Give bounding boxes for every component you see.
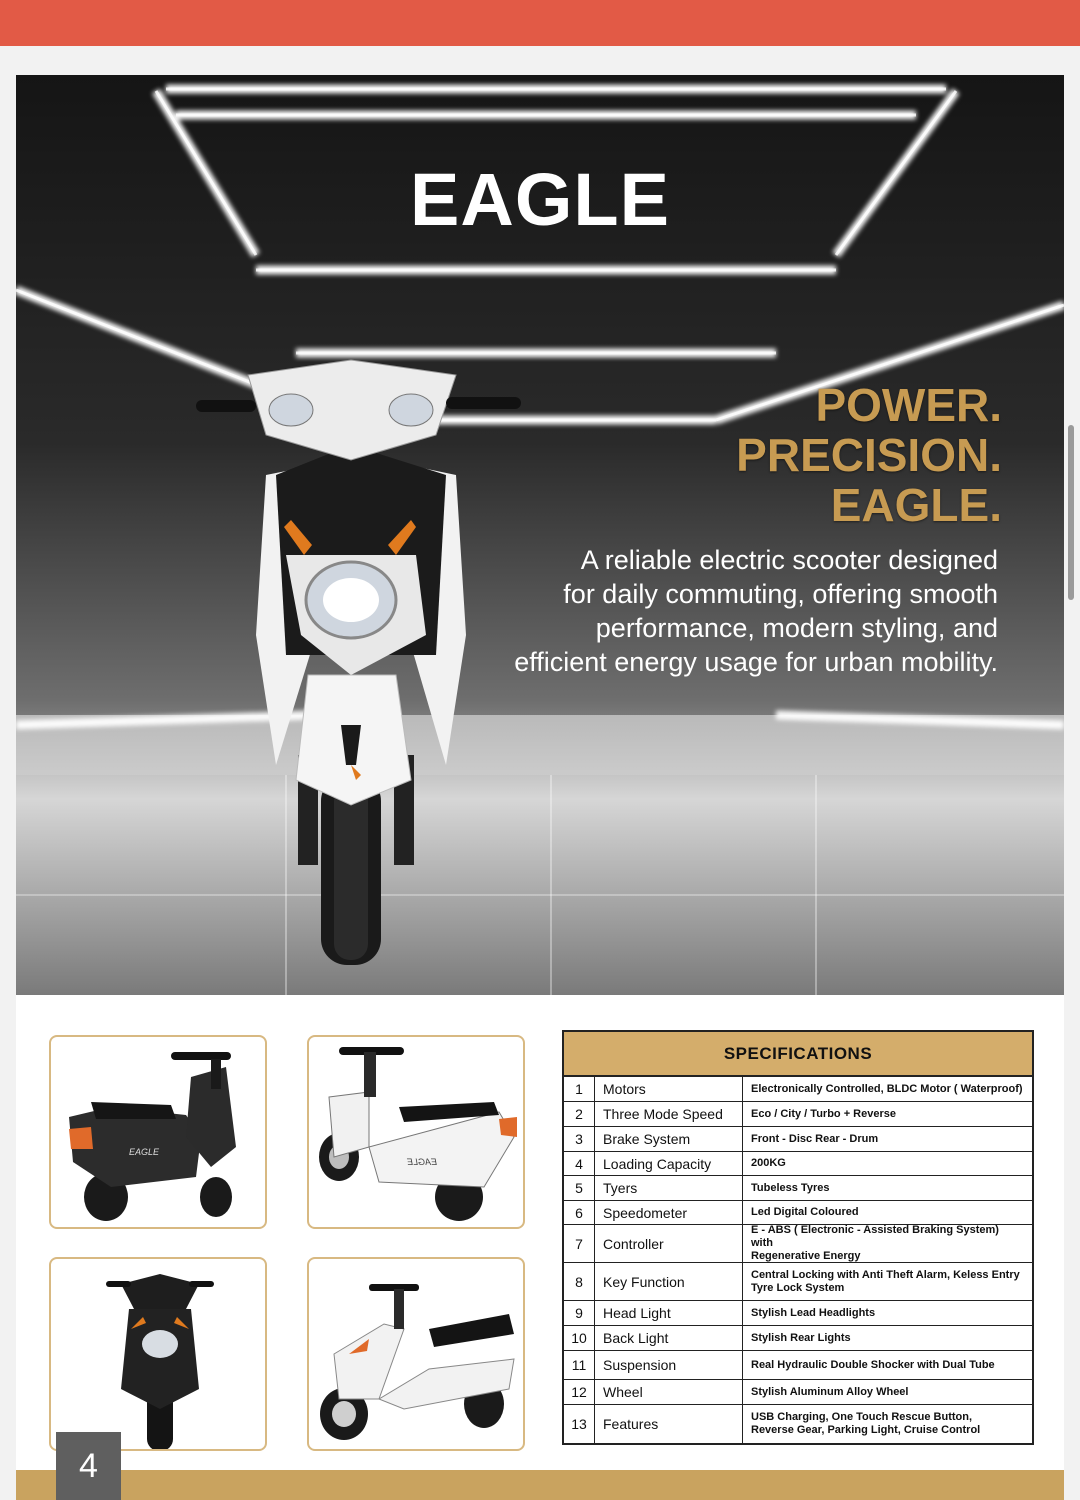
spec-value: USB Charging, One Touch Rescue Button, Reverse Gear, Parking Light, Cruise Control: [751, 1411, 981, 1436]
page-number: 4: [56, 1432, 121, 1500]
spec-value: Front - Disc Rear - Drum: [751, 1132, 879, 1145]
spec-number: 12: [564, 1380, 595, 1404]
spec-value: Central Locking with Anti Theft Alarm, Keless Entry Tyre Lock System: [751, 1268, 1020, 1294]
description-line-3: performance, modern styling, and: [595, 613, 998, 643]
specifications-title: SPECIFICATIONS: [564, 1032, 1032, 1077]
spec-number: 6: [564, 1201, 595, 1224]
spec-number: 10: [564, 1326, 595, 1350]
spec-name: Controller: [595, 1225, 743, 1262]
spec-row: [564, 1405, 1032, 1443]
spec-value: 200KG: [751, 1157, 786, 1169]
spec-value: Real Hydraulic Double Shocker with Dual Tube: [751, 1358, 995, 1371]
specifications-table: [562, 1030, 1034, 1445]
spec-number: 2: [564, 1102, 595, 1126]
spec-number: 8: [564, 1263, 595, 1300]
spec-row: [564, 1351, 1032, 1380]
spec-value: Stylish Aluminum Alloy Wheel: [751, 1385, 909, 1398]
brochure-page: [16, 75, 1064, 1500]
spec-name: Wheel: [595, 1380, 743, 1404]
thumbnail-rear-left[interactable]: [49, 1035, 267, 1229]
svg-text:EAGLE: EAGLE: [406, 1157, 437, 1167]
hero-banner: [16, 75, 1064, 995]
spec-number: 9: [564, 1301, 595, 1325]
spec-number: 13: [564, 1405, 595, 1443]
scooter-rear-left-image: [51, 1037, 267, 1229]
specifications-rows: [564, 1077, 1032, 1443]
thumbnail-front-view[interactable]: [49, 1257, 267, 1451]
spec-value: Tubeless Tyres: [751, 1181, 830, 1194]
spec-row: [564, 1127, 1032, 1152]
thumbnail-left-side[interactable]: [307, 1257, 525, 1451]
scooter-left-side-image: [309, 1259, 525, 1451]
spec-number: 11: [564, 1351, 595, 1379]
spec-row: [564, 1077, 1032, 1102]
spec-name: Head Light: [595, 1301, 743, 1325]
spec-row: [564, 1326, 1032, 1351]
scooter-right-side-image: [309, 1037, 525, 1229]
tagline-line-2: PRECISION.: [736, 429, 1002, 481]
footer-bar: [16, 1470, 1064, 1500]
spec-row: [564, 1225, 1032, 1263]
spec-value: Electronically Controlled, BLDC Motor ( Waterproof): [751, 1082, 1023, 1095]
spec-row: [564, 1263, 1032, 1301]
thumbnail-right-side[interactable]: [307, 1035, 525, 1229]
spec-number: 7: [564, 1225, 595, 1262]
description-line-4: efficient energy usage for urban mobility.: [514, 647, 998, 677]
spec-name: Tyers: [595, 1176, 743, 1200]
spec-name: Key Function: [595, 1263, 743, 1300]
spec-number: 1: [564, 1077, 595, 1101]
thumb-badge: EAGLE: [129, 1147, 160, 1157]
spec-number: 4: [564, 1152, 595, 1175]
tagline: [736, 380, 1002, 530]
model-name: EAGLE: [410, 158, 670, 241]
spec-value: Led Digital Coloured: [751, 1206, 859, 1218]
top-app-bar: [0, 0, 1080, 46]
description: [438, 543, 998, 679]
tagline-line-3: EAGLE.: [830, 479, 1002, 531]
spec-name: Three Mode Speed: [595, 1102, 743, 1126]
spec-value: Eco / City / Turbo + Reverse: [751, 1107, 896, 1120]
scooter-front-black-image: [51, 1259, 267, 1451]
spec-name: Motors: [595, 1077, 743, 1101]
spec-row: [564, 1152, 1032, 1176]
spec-value: Stylish Lead Headlights: [751, 1306, 876, 1319]
spec-name: Loading Capacity: [595, 1152, 743, 1175]
description-line-2: for daily commuting, offering smooth: [563, 579, 998, 609]
spec-row: [564, 1301, 1032, 1326]
spec-value: Stylish Rear Lights: [751, 1331, 851, 1344]
spec-row: [564, 1380, 1032, 1405]
spec-row: [564, 1201, 1032, 1225]
spec-value: E - ABS ( Electronic - Assisted Braking System) with Regenerative Energy: [751, 1224, 999, 1262]
spec-number: 3: [564, 1127, 595, 1151]
tagline-line-1: POWER.: [815, 379, 1002, 431]
spec-name: Suspension: [595, 1351, 743, 1379]
spec-name: Speedometer: [595, 1201, 743, 1224]
spec-row: [564, 1176, 1032, 1201]
spec-name: Features: [595, 1405, 743, 1443]
spec-row: [564, 1102, 1032, 1127]
spec-name: Back Light: [595, 1326, 743, 1350]
description-line-1: A reliable electric scooter designed: [580, 545, 998, 575]
spec-number: 5: [564, 1176, 595, 1200]
scrollbar[interactable]: [1068, 425, 1074, 600]
spec-name: Brake System: [595, 1127, 743, 1151]
